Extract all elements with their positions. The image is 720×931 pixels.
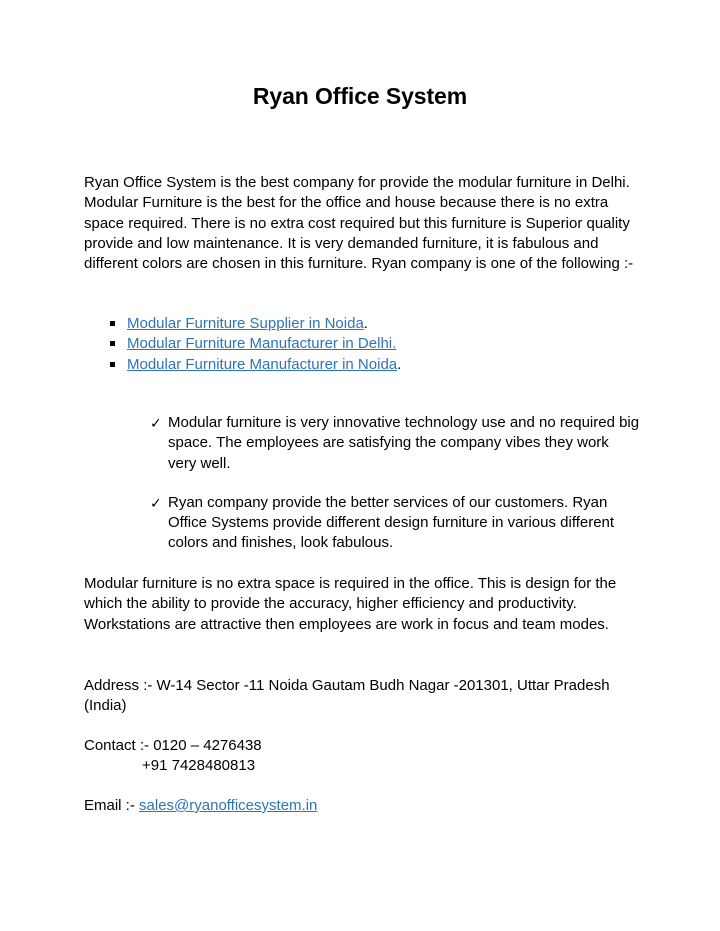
service-link-list [84,314,640,375]
contact-block [84,736,640,777]
address-block [84,676,640,717]
page-title: Ryan Office System [252,83,468,109]
list-item [84,355,640,375]
email-link[interactable]: sales@ryanofficesystem.in [139,797,318,814]
address-line-1: Address :- W-14 Sector -11 Noida Gautam Budh Nagar -201301, Uttar Pradesh [84,677,610,694]
checkmark-icon: ✓ [150,415,162,431]
intro-paragraph-text: Ryan Office System is the best company for provide the modular furniture in Delhi. Modular Furniture is the best for the office and house because there is no extra space required. There is no extra cost required but this furniture is Superior quality provide and low maintenance. It is very demanded furniture, it is fabulous and different colors are chosen in this furniture. Ryan company is one of the following :- [84,174,634,273]
list-item [84,314,640,334]
benefit-item-text: Ryan company provide the better services of our customers. Ryan Office Systems provide different design furniture in various different colors and finishes, look fabulous. [168,493,615,552]
closing-paragraph-text: Modular furniture is no extra space is required in the office. This is design for the which the ability to provide the accuracy, higher efficiency and productivity. Workstations are attractive then employees are work in focus and team modes. [84,575,617,633]
square-bullet-icon [110,341,115,346]
email-line [84,796,640,816]
list-item-trailing-punctuation: . [397,355,402,373]
intro-paragraph [84,173,640,274]
benefit-item-text: Modular furniture is very innovative technology use and no required big space. The employees are satisfying the company vibes they work very well. [168,414,640,472]
link-modular-furniture-supplier-noida[interactable]: Modular Furniture Supplier in Noida [127,315,364,332]
contact-phone-secondary: +91 7428480813 [142,757,256,775]
benefit-list [84,413,640,554]
email-block [84,796,640,816]
contact-phone-primary: Contact :- 0120 – 4276438 [84,737,262,754]
square-bullet-icon [110,321,115,326]
list-item [84,334,640,354]
link-modular-furniture-manufacturer-noida[interactable]: Modular Furniture Manufacturer in Noida [127,355,398,373]
email-label: Email :- [84,797,140,814]
address-line-2: (India) [84,697,127,715]
list-item [84,413,640,474]
list-item-trailing-punctuation: . [363,315,368,332]
list-item [84,493,640,554]
square-bullet-icon [110,362,115,367]
checkmark-icon: ✓ [150,494,162,511]
link-modular-furniture-manufacturer-delhi[interactable]: Modular Furniture Manufacturer in Delhi. [127,335,397,353]
closing-paragraph [84,574,640,635]
